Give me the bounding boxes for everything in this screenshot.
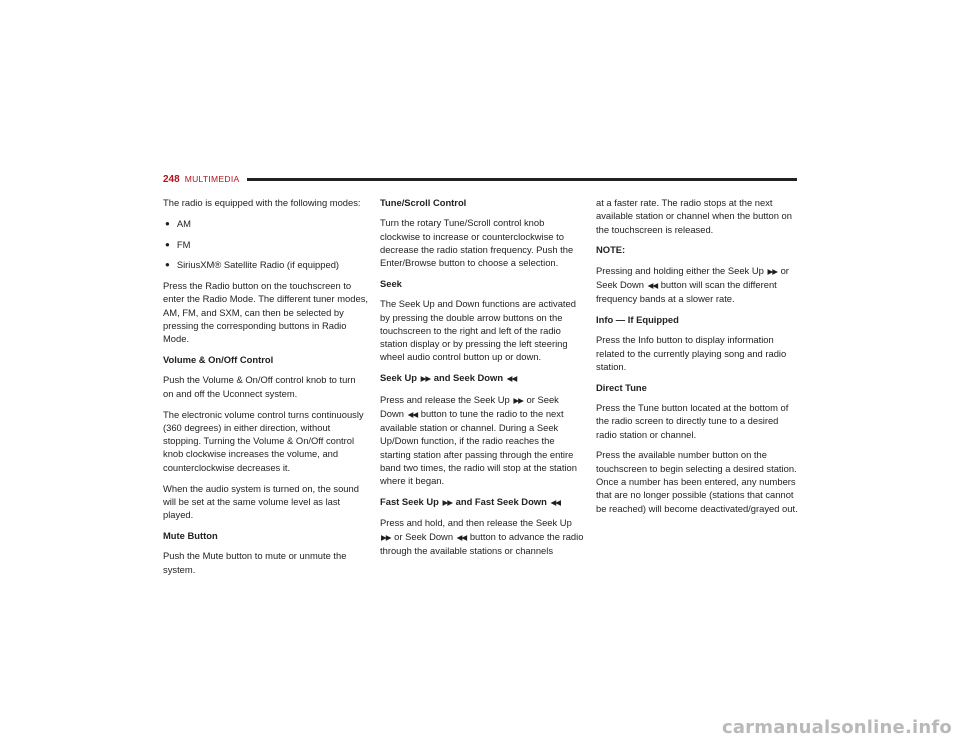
heading-seek: Seek (380, 277, 402, 289)
seek-down-icon: ◀◀ (647, 280, 658, 290)
section-title: MULTIMEDIA (184, 174, 240, 184)
paragraph: Pressing and holding either the Seek Up ▶▶ or Seek Down ◀◀ button will scan the different frequency bands at a slower rate. (596, 264, 789, 305)
column-1 (163, 196, 368, 583)
heading-tune: Tune/Scroll Control (380, 197, 467, 208)
column-3 (596, 196, 801, 522)
intro-text: The radio is equipped with the following modes: (163, 197, 361, 208)
paragraph: Press the Tune button located at the bottom of the radio screen to directly tune to a desired radio station or channel. (596, 402, 789, 440)
seek-down-icon: ◀◀ (407, 409, 418, 419)
list-item: ● SiriusXM® Satellite Radio (if equipped) (165, 259, 340, 271)
seek-up-icon: ▶▶ (420, 374, 431, 384)
seek-up-icon: ▶▶ (442, 498, 453, 508)
list-item: ● FM (165, 238, 191, 250)
paragraph: Press the available number button on the touchscreen to begin selecting a desired station. Once a number has been entered, any numbers that are no longer possible (stations that cannot be reached) will become deactivated/grayed out. (596, 449, 798, 514)
heading-fast-seek: Fast Seek Up ▶▶ and Fast Seek Down ◀◀ (380, 496, 560, 508)
heading-mute: Mute Button (163, 529, 218, 541)
page-header (163, 172, 797, 186)
paragraph: The Seek Up and Down functions are activated by pressing the double arrow buttons on the touchscreen to the right and left of the radio station display or by pressing the left steering wheel audio control button up or down. (380, 298, 576, 363)
seek-down-icon: ◀◀ (550, 498, 560, 508)
bullet-icon: ● (165, 239, 170, 249)
header-rule (247, 178, 797, 181)
paragraph: at a faster rate. The radio stops at the next available station or channel when the button on the touchscreen is released. (596, 197, 792, 235)
heading-note: NOTE: (596, 244, 626, 256)
paragraph: When the audio system is turned on, the sound will be set at the same volume level as last played. (163, 482, 359, 521)
seek-up-icon: ▶▶ (513, 395, 523, 405)
list-item: ● AM (165, 217, 191, 229)
paragraph: Turn the rotary Tune/Scroll control knob clockwise to increase or counterclockwise to decrease the radio station frequency. Push the Enter/Browse button to choose a selection. (380, 217, 574, 269)
heading-seek-up-down: Seek Up ▶▶ and Seek Down ◀◀ (380, 372, 517, 384)
paragraph: Press and hold, and then release the Seek Up ▶▶ or Seek Down ◀◀ button to advance the radio through the available stations or channels (380, 517, 584, 557)
seek-up-icon: ▶▶ (767, 266, 777, 276)
paragraph: Push the Volume & On/Off control knob to turn on and off the Uconnect system. (163, 374, 356, 399)
page-number: 248 (163, 173, 180, 185)
heading-direct-tune: Direct Tune (596, 381, 647, 393)
bullet-icon: ● (165, 218, 170, 228)
seek-down-icon: ◀◀ (506, 374, 517, 384)
watermark: carmanualsonline.info (721, 717, 952, 738)
paragraph: Press the Radio button on the touchscreen to enter the Radio Mode. The different tuner modes, AM, FM, and SXM, can then be selected by pressing the corresponding buttons in Radio Mode. (163, 280, 368, 345)
paragraph: The electronic volume control turns continuously (360 degrees) in either direction, without stopping. Turning the Volume & On/Off control knob clockwise increases the volume, and counterclockwise decreases it. (163, 408, 364, 473)
column-2 (380, 196, 585, 565)
bullet-icon: ● (165, 260, 170, 270)
paragraph: Press and release the Seek Up ▶▶ or Seek Down ◀◀ button to tune the radio to the next available station or channel. During a Seek Up/Down function, if the radio reaches the starting station after passing through the entire band two times, the radio will stop at the station where it began. (380, 393, 577, 487)
paragraph: Press the Info button to display information related to the currently playing song and radio station. (596, 334, 787, 372)
seek-up-icon: ▶▶ (381, 532, 391, 542)
paragraph: Push the Mute button to mute or unmute the system. (163, 550, 347, 575)
seek-down-icon: ◀◀ (456, 532, 467, 542)
heading-info: Info — If Equipped (596, 314, 679, 326)
heading-volume: Volume & On/Off Control (163, 354, 274, 366)
